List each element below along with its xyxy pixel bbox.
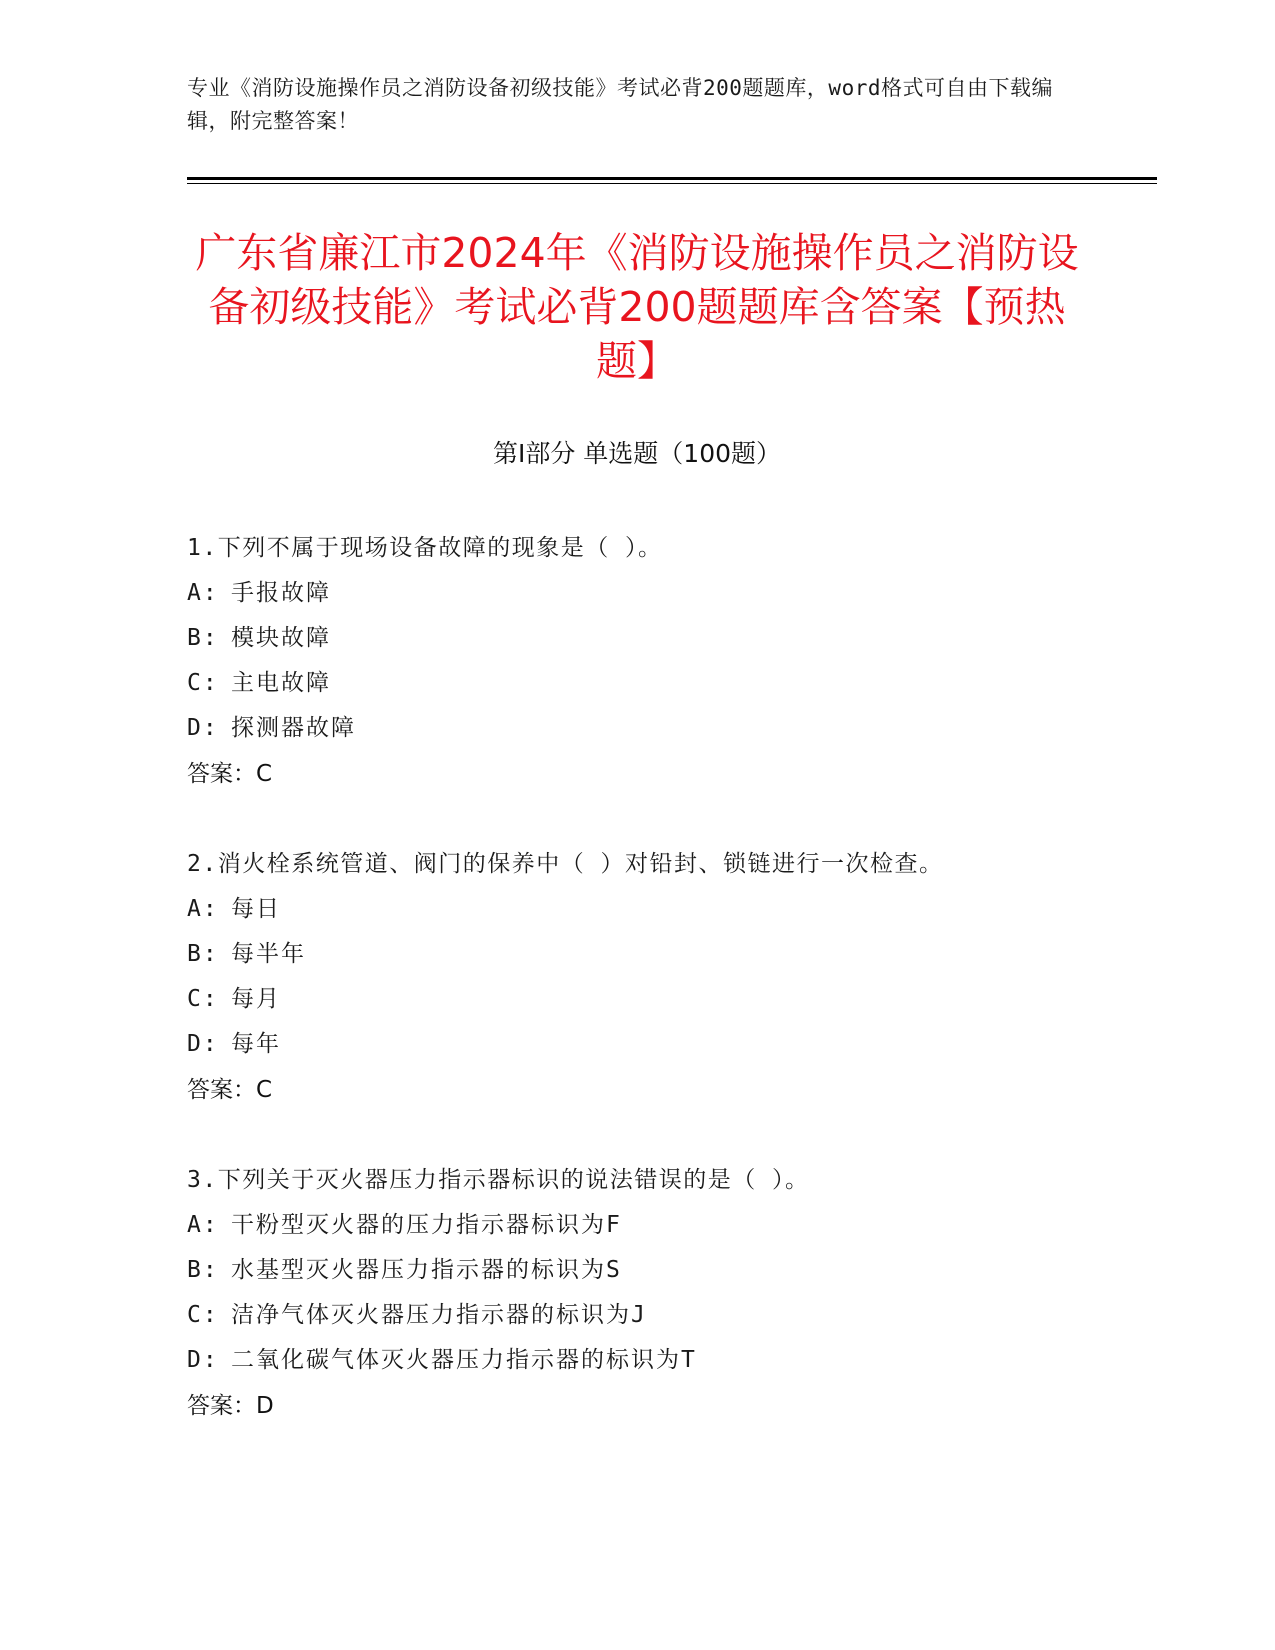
question-1 <box>187 525 1067 797</box>
option-key: C: <box>187 670 219 696</box>
option-key: B: <box>187 941 219 967</box>
option-c <box>187 977 1067 1022</box>
option-text: 干粉型灭火器的压力指示器标识为F <box>231 1212 622 1238</box>
option-text: 探测器故障 <box>231 715 356 741</box>
option-a <box>187 571 1067 616</box>
option-key: A: <box>187 580 219 606</box>
question-stem: 3.下列关于灭火器压力指示器标识的说法错误的是（ ）。 <box>187 1167 810 1193</box>
option-text: 每日 <box>231 896 281 922</box>
option-key: A: <box>187 1212 219 1238</box>
option-c <box>187 1293 1067 1338</box>
header-divider-thick <box>187 177 1157 180</box>
option-text: 每半年 <box>231 941 306 967</box>
answer: 答案：C <box>187 1077 273 1103</box>
option-key: A: <box>187 896 219 922</box>
option-key: B: <box>187 625 219 651</box>
option-key: D: <box>187 1347 219 1373</box>
option-d <box>187 1022 1067 1067</box>
question-2 <box>187 841 1067 1113</box>
option-b <box>187 1248 1067 1293</box>
option-text: 手报故障 <box>231 580 331 606</box>
answer: 答案：D <box>187 1393 274 1419</box>
option-key: D: <box>187 715 219 741</box>
option-b <box>187 932 1067 977</box>
option-a <box>187 1203 1067 1248</box>
option-key: B: <box>187 1257 219 1283</box>
question-stem: 1.下列不属于现场设备故障的现象是（ ）。 <box>187 535 663 561</box>
question-stem: 2.消火栓系统管道、阀门的保养中（ ）对铅封、锁链进行一次检查。 <box>187 851 944 877</box>
option-b <box>187 616 1067 661</box>
option-text: 二氧化碳气体灭火器压力指示器的标识为T <box>231 1347 697 1373</box>
option-text: 洁净气体灭火器压力指示器的标识为J <box>231 1302 647 1328</box>
answer: 答案：C <box>187 761 273 787</box>
question-3 <box>187 1157 1067 1429</box>
section-heading: 第I部分 单选题（100题） <box>492 439 782 468</box>
option-text: 模块故障 <box>231 625 331 651</box>
option-d <box>187 1338 1067 1383</box>
option-text: 主电故障 <box>231 670 331 696</box>
option-key: C: <box>187 1302 219 1328</box>
option-key: D: <box>187 1031 219 1057</box>
option-key: C: <box>187 986 219 1012</box>
header-note: 专业《消防设施操作员之消防设备初级技能》考试必背200题题库，word格式可自由下载编辑，附完整答案！ <box>187 76 1053 133</box>
header-divider-thin <box>187 183 1157 184</box>
option-text: 每月 <box>231 986 281 1012</box>
question-list <box>187 525 1067 1473</box>
option-c <box>187 661 1067 706</box>
option-d <box>187 706 1067 751</box>
document-title: 广东省廉江市2024年《消防设施操作员之消防设备初级技能》考试必背200题题库含答案【预热题】 <box>195 229 1079 385</box>
option-a <box>187 887 1067 932</box>
option-text: 每年 <box>231 1031 281 1057</box>
option-text: 水基型灭火器压力指示器的标识为S <box>231 1257 622 1283</box>
